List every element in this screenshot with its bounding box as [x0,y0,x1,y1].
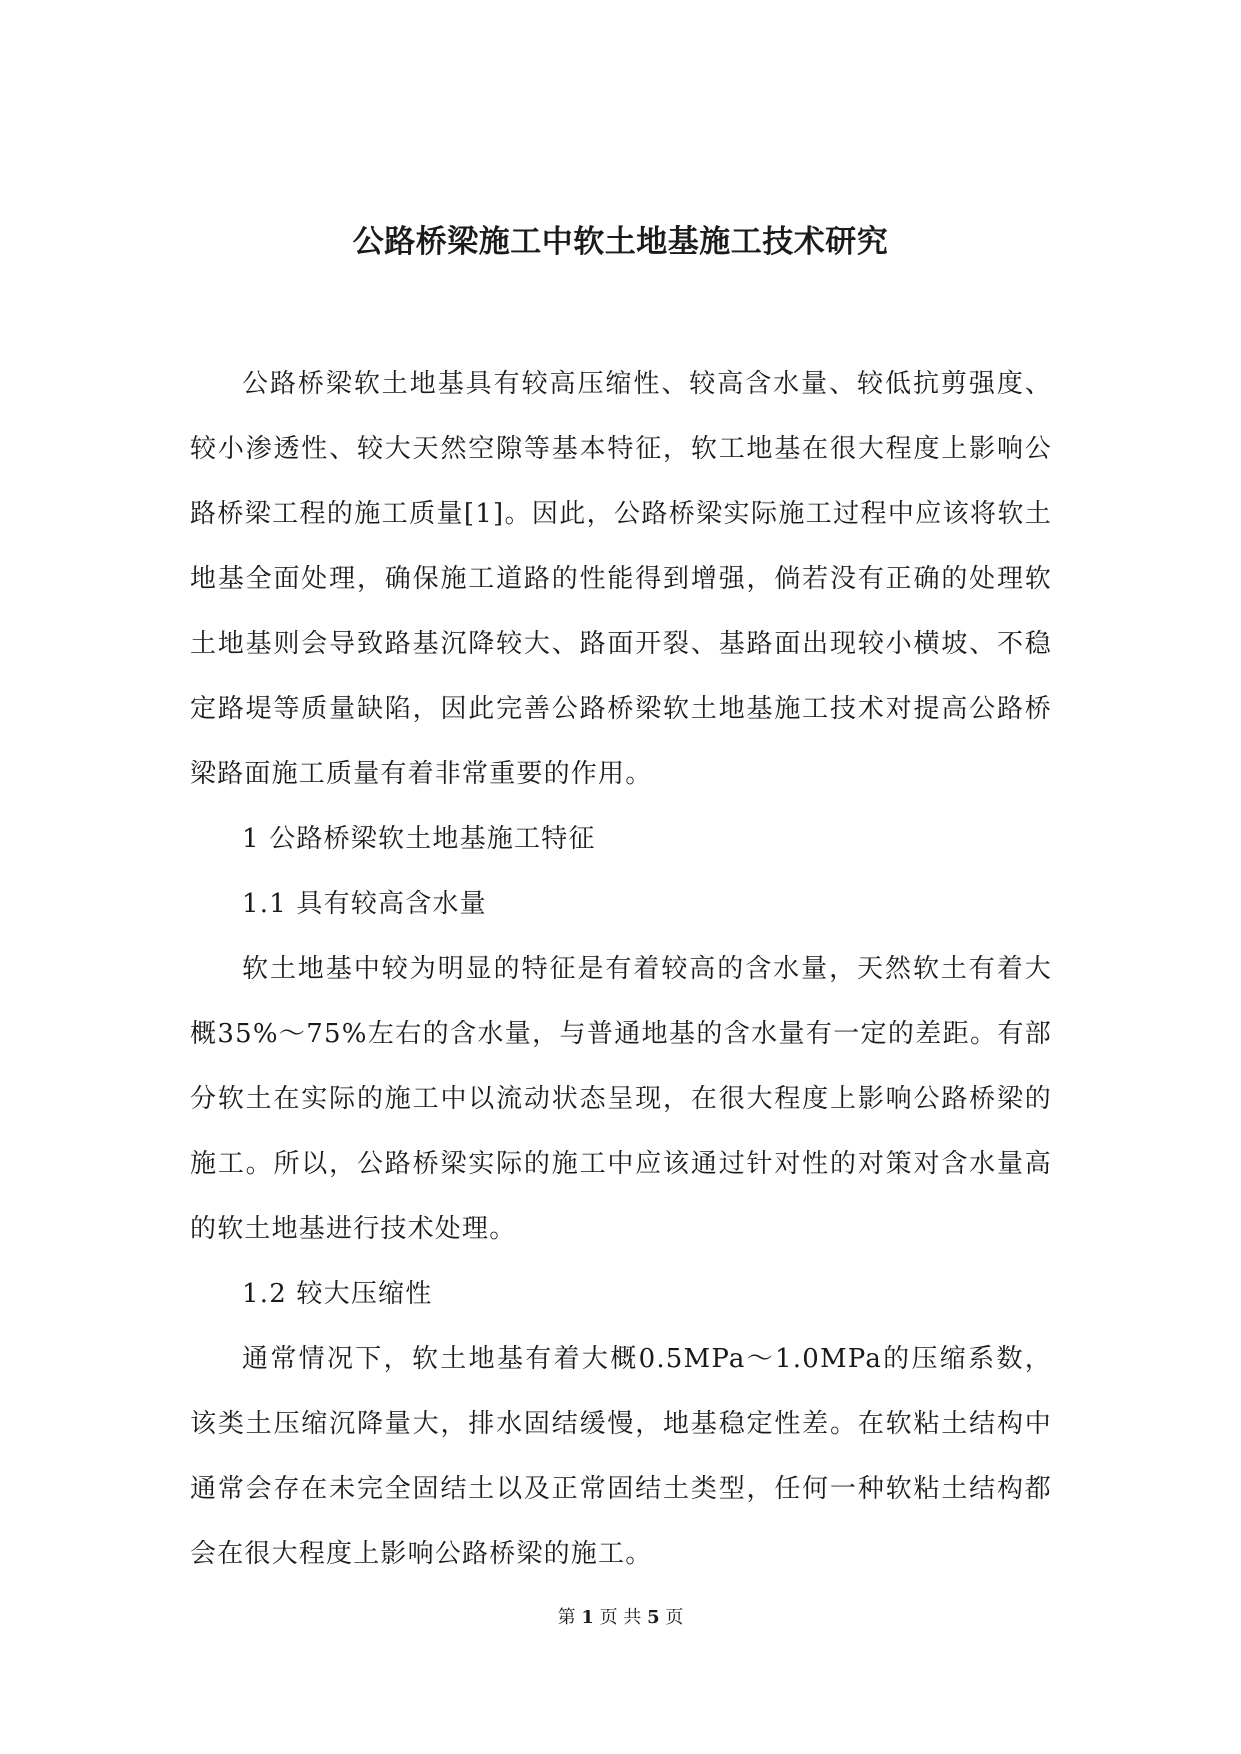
footer-total-pages: 5 [647,1607,660,1628]
intro-paragraph: 公路桥梁软土地基具有较高压缩性、较高含水量、较低抗剪强度、较小渗透性、较大天然空隙等基本特征，软工地基在很大程度上影响公路桥梁工程的施工质量[1]。因此，公路桥梁实际施工过程中应该将软土地基全面处理，确保施工道路的性能得到增强，倘若没有正确的处理软土地基则会导致路基沉降较大、路面开裂、基路面出现较小横坡、不稳定路堤等质量缺陷，因此完善公路桥梁软土地基施工技术对提高公路桥梁路面施工质量有着非常重要的作用。 [190,369,1052,789]
document-body [190,352,1052,1587]
document-title: 公路桥梁施工中软土地基施工技术研究 [352,224,889,260]
footer-prefix: 第 [557,1607,576,1628]
footer-middle: 页 共 [599,1607,642,1628]
footer-suffix: 页 [665,1607,684,1628]
paragraph-1-1: 软土地基中较为明显的特征是有着较高的含水量，天然软土有着大概35%～75%左右的含水量，与普通地基的含水量有一定的差距。有部分软土在实际的施工中以流动状态呈现，在很大程度上影响公路桥梁的施工。所以，公路桥梁实际的施工中应该通过针对性的对策对含水量高的软土地基进行技术处理。 [190,954,1052,1244]
section-heading-1: 1 公路桥梁软土地基施工特征 [242,824,596,854]
paragraph-1-2: 通常情况下，软土地基有着大概0.5MPa～1.0MPa的压缩系数，该类土压缩沉降量大，排水固结缓慢，地基稳定性差。在软粘土结构中通常会存在未完全固结土以及正常固结土类型，任何一种软粘土结构都会在很大程度上影响公路桥梁的施工。 [190,1344,1052,1569]
page-footer [0,1606,1241,1630]
subsection-heading-1-2: 1.2 较大压缩性 [242,1279,433,1309]
subsection-heading-1-1: 1.1 具有较高含水量 [242,889,487,919]
footer-current-page: 1 [581,1607,594,1628]
